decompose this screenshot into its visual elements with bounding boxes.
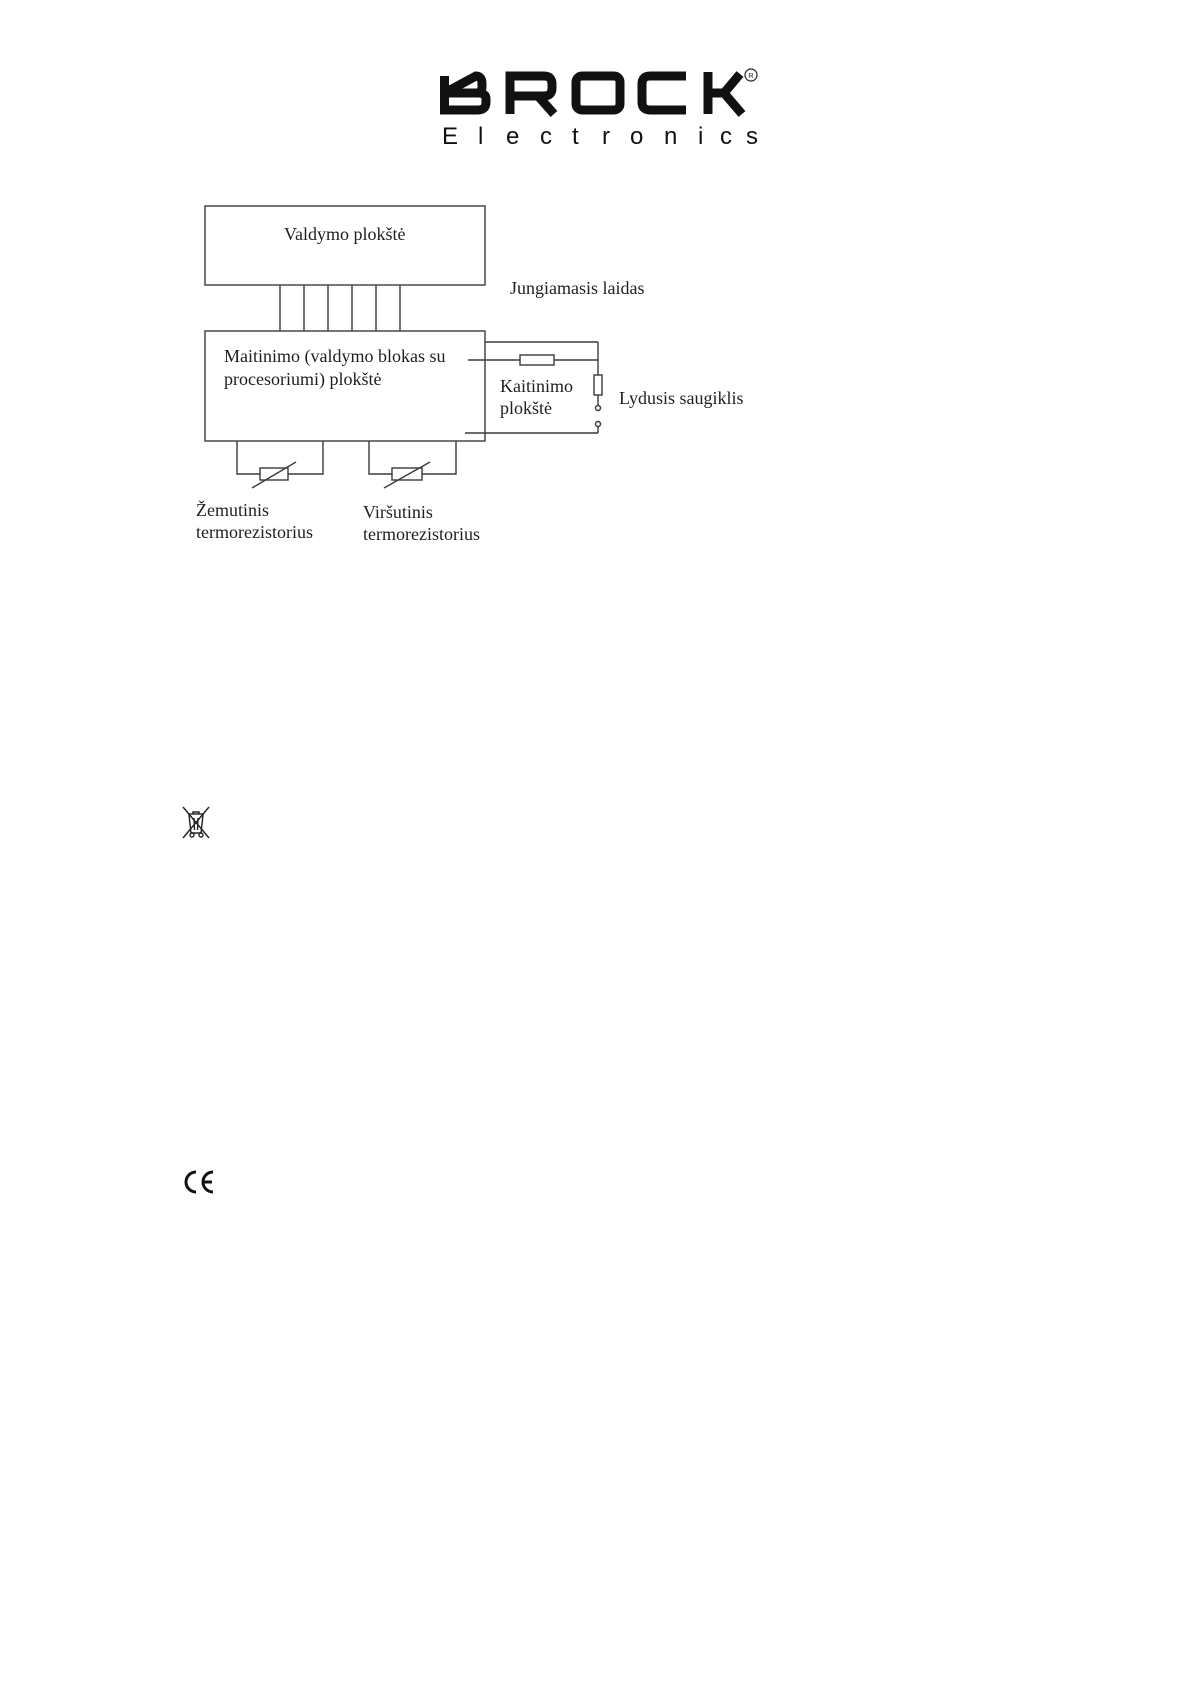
brand-logo (440, 66, 760, 156)
svg-text:i: i (698, 123, 704, 150)
thermal-fuse-symbol (594, 375, 602, 395)
heating-plate-label-line1: Kaitinimo (500, 376, 573, 396)
svg-text:e: e (506, 123, 520, 150)
power-board-label-line1: Maitinimo (valdymo blokas su (224, 346, 446, 366)
lower-thermistor-label-line2: termorezistorius (196, 522, 313, 542)
lower-thermistor-label-line1: Žemutinis (196, 500, 269, 520)
svg-text:c: c (720, 123, 732, 150)
connecting-wire-label: Jungiamasis laidas (510, 278, 645, 298)
svg-text:E: E (442, 123, 459, 150)
control-board-box (205, 206, 485, 285)
svg-text:s: s (746, 123, 758, 150)
upper-thermistor-label-line2: termorezistorius (363, 524, 480, 544)
svg-text:t: t (572, 123, 579, 150)
power-board-label-line2: procesoriumi) plokštė (224, 369, 382, 389)
svg-text:l: l (478, 123, 484, 150)
heating-plate-label-line2: plokštė (500, 398, 552, 418)
svg-text:R: R (748, 71, 754, 80)
wiring-diagram (180, 190, 760, 560)
upper-thermistor-label-line1: Viršutinis (363, 502, 433, 522)
svg-text:r: r (602, 123, 610, 150)
control-board-label: Valdymo plokštė (284, 224, 406, 244)
svg-text:c: c (540, 123, 552, 150)
heating-plate-resistor (520, 355, 554, 365)
crossed-out-wheelie-bin-icon (180, 805, 212, 841)
thermal-fuse-label: Lydusis saugiklis (619, 388, 744, 408)
ce-mark-icon (181, 1169, 217, 1195)
svg-text:o: o (630, 123, 644, 150)
svg-text:n: n (664, 123, 678, 150)
